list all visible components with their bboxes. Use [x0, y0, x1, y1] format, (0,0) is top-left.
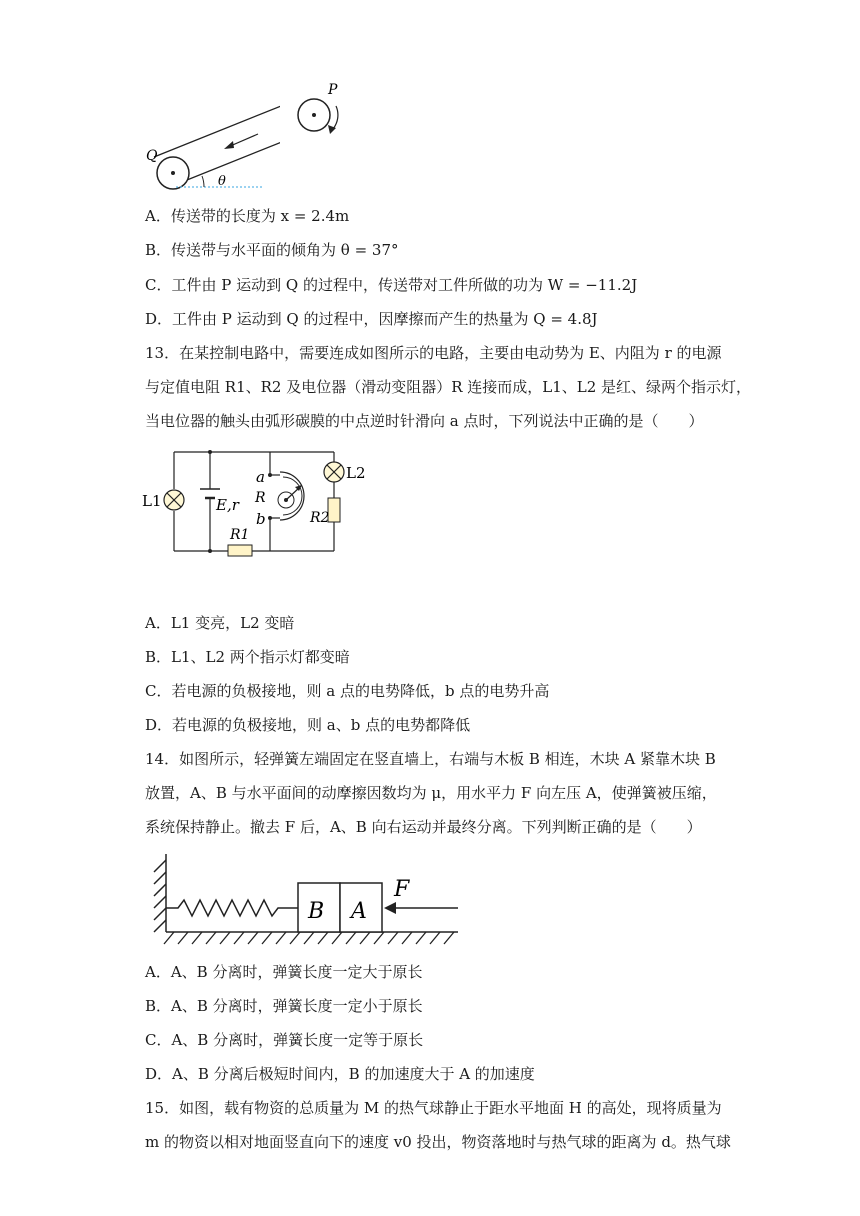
l1-label: L1	[142, 492, 162, 510]
p-label: P	[328, 82, 338, 98]
r1-label: R1	[230, 527, 250, 543]
q12-option-a: A．传送带的长度为 x = 2.4m	[145, 207, 350, 225]
spring	[166, 900, 298, 916]
q15-stem-line-1: 15．如图，载有物资的总质量为 M 的热气球静止于距水平地面 H 的高处，现将质量为	[145, 1099, 722, 1117]
q14-option-b: B．A、B 分离时，弹簧长度一定小于原长	[145, 997, 423, 1015]
a-label: a	[256, 468, 265, 486]
circuit-diagram	[140, 440, 380, 570]
theta-label: θ	[218, 174, 226, 189]
potentiometer-icon	[268, 472, 304, 520]
q12-option-d: D．工件由 P 运动到 Q 的过程中，因摩擦而产生的热量为 Q = 4.8J	[145, 310, 598, 328]
l2-label: L2	[346, 464, 366, 482]
r2-label: R2	[310, 510, 330, 526]
resistor-r2	[328, 498, 340, 522]
q13-stem-line-1: 13．在某控制电路中，需要连成如图所示的电路，主要由电动势为 E、内阻为 r 的电源	[145, 344, 722, 362]
spring-block-figure	[148, 848, 468, 948]
er-label: E,r	[216, 496, 239, 514]
lamp-l1-icon	[164, 490, 184, 510]
q14-stem-line-3: 系统保持静止。撤去 F 后，A、B 向右运动并最终分离。下列判断正确的是（ ）	[145, 818, 702, 836]
q14-option-d: D．A、B 分离后极短时间内，B 的加速度大于 A 的加速度	[145, 1065, 535, 1083]
q13-option-c: C．若电源的负极接地，则 a 点的电势降低，b 点的电势升高	[145, 682, 550, 700]
q14-stem-line-2: 放置，A、B 与水平面间的动摩擦因数均为 μ，用水平力 F 向左压 A，使弹簧被压缩，	[145, 784, 717, 802]
lamp-l2-icon	[324, 462, 344, 482]
ground-hatching	[164, 932, 454, 944]
q12-option-b: B．传送带与水平面的倾角为 θ = 37°	[145, 241, 399, 259]
conveyor-belt-figure-full	[140, 70, 360, 195]
q13-option-d: D．若电源的负极接地，则 a、b 点的电势都降低	[145, 716, 471, 734]
q13-stem-line-3: 当电位器的触头由弧形碳膜的中点逆时针滑向 a 点时，下列说法中正确的是（ ）	[145, 412, 704, 430]
block-a-label: A	[351, 899, 367, 924]
b-label: b	[256, 510, 266, 528]
force-f-label: F	[394, 877, 410, 902]
resistor-r1	[228, 545, 252, 556]
rotation-arrow-p	[332, 106, 338, 130]
q12-option-c: C．工件由 P 运动到 Q 的过程中，传送带对工件所做的功为 W = −11.2J	[145, 276, 638, 294]
q13-option-b: B．L1、L2 两个指示灯都变暗	[145, 648, 350, 666]
r-label: R	[255, 490, 266, 506]
q-label: Q	[146, 148, 158, 164]
block-b-label: B	[308, 899, 325, 924]
q15-stem-line-2: m 的物资以相对地面竖直向下的速度 v0 投出，物资落地时与热气球的距离为 d。热气球	[145, 1133, 731, 1151]
q13-option-a: A．L1 变亮，L2 变暗	[145, 614, 295, 632]
q14-option-c: C．A、B 分离时，弹簧长度一定等于原长	[145, 1031, 424, 1049]
q14-stem-line-1: 14．如图所示，轻弹簧左端固定在竖直墙上，右端与木板 B 相连，木块 A 紧靠木块 B	[145, 750, 716, 768]
q14-option-a: A．A、B 分离时，弹簧长度一定大于原长	[145, 963, 423, 981]
q13-stem-line-2: 与定值电阻 R1、R2 及电位器（滑动变阻器）R 连接而成，L1、L2 是红、绿两个指示灯，	[145, 378, 752, 396]
